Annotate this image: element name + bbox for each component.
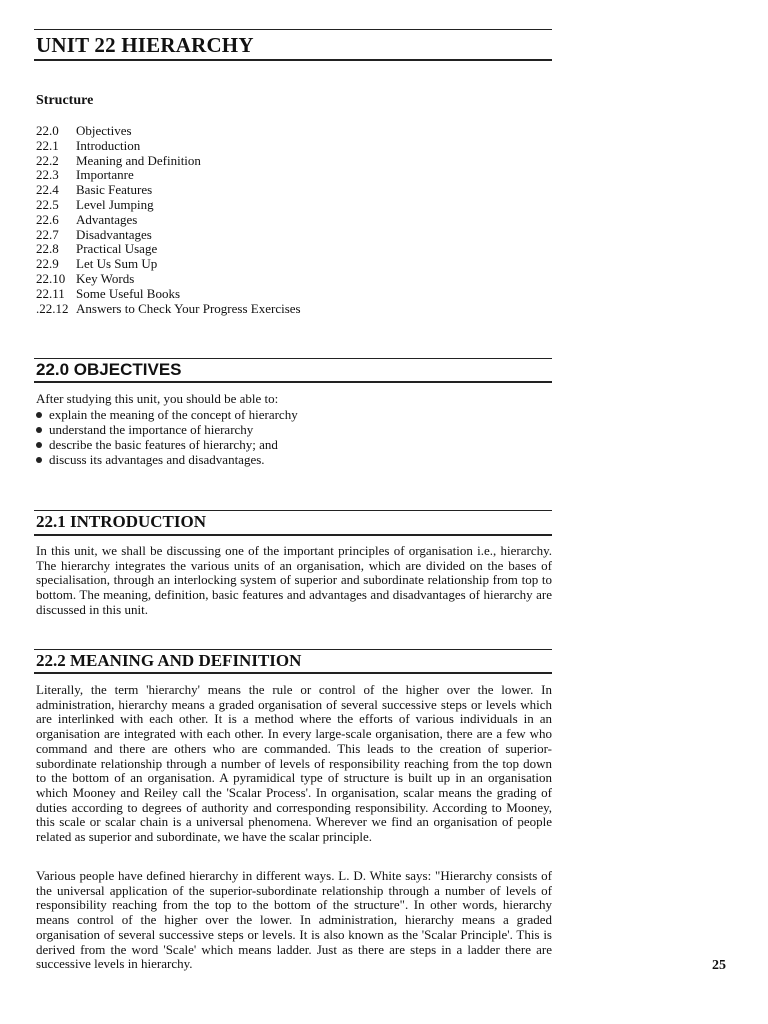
top-rule	[34, 29, 552, 30]
structure-item	[36, 198, 301, 213]
introduction-heading: 22.1 INTRODUCTION	[36, 512, 207, 531]
structure-item-number: 22.9	[36, 256, 59, 272]
objectives-intro: After studying this unit, you should be able to:	[36, 391, 279, 406]
objectives-heading: 22.0 OBJECTIVES	[36, 360, 182, 379]
page-number: 25	[712, 958, 726, 973]
structure-item-number: 22.0	[36, 123, 59, 138]
title-underline	[34, 59, 552, 61]
structure-item	[36, 228, 301, 243]
structure-item-label: Practical Usage	[76, 241, 158, 257]
structure-item	[36, 302, 301, 317]
structure-item-label: Level Jumping	[76, 196, 154, 212]
structure-item	[36, 139, 301, 154]
objective-item	[36, 422, 298, 437]
structure-item-number: 22.4	[36, 182, 59, 198]
bullet-icon	[36, 457, 42, 463]
objective-text: discuss its advantages and disadvantages.	[49, 452, 265, 467]
structure-item-number: 22.6	[36, 211, 59, 227]
structure-item-label: Introduction	[76, 137, 141, 153]
structure-item	[36, 287, 301, 302]
structure-item-label: Let Us Sum Up	[76, 256, 158, 272]
introduction-top-rule	[34, 510, 552, 511]
structure-item-label: Advantages	[76, 211, 138, 227]
objective-item	[36, 407, 298, 422]
meaning-top-rule	[34, 649, 552, 650]
structure-item-label: Answers to Check Your Progress Exercises	[76, 300, 301, 316]
structure-item-label: Meaning and Definition	[76, 152, 201, 168]
structure-item	[36, 154, 301, 169]
structure-item	[36, 213, 301, 228]
structure-item	[36, 257, 301, 272]
structure-item-label: Some Useful Books	[76, 285, 180, 301]
unit-title: UNIT 22 HIERARCHY	[36, 33, 254, 57]
structure-item-number: 22.5	[36, 196, 59, 212]
structure-item-number: 22.2	[36, 152, 59, 168]
structure-heading: Structure	[36, 93, 94, 108]
structure-item-number: 22.7	[36, 226, 59, 242]
structure-item	[36, 124, 301, 139]
meaning-paragraph-1: Literally, the term 'hierarchy' means the rule or control of the higher over the lower. In administration, hierarchy means a graded organisation of several successive steps or levels which are interlinked with each other. It is a method where the efforts of various individuals in an organisation are integrated with each other. In every large-scale organisation, there are a few who command and there are others who are commanded. This leads to the creation of superior-subordinate relationship through a number of levels of responsibility reaching from the top down to the bottom of an organisation. A pyramidical type of structure is built up in an organisation which Mooney and Reiley call the 'Scalar Process'. In organisation, scalar means the grading of duties according to degrees of authority and corresponding responsibility. According to Mooney, this scale or scalar chain is a universal phenomena. Wherever we find an organisation of people related as superior and subordinate, we have the scalar principle.	[36, 682, 552, 845]
structure-item-label: Disadvantages	[76, 226, 152, 242]
objectives-list	[36, 407, 298, 467]
structure-item-label: Importanre	[76, 167, 134, 183]
structure-item-number: 22.1	[36, 137, 59, 153]
bullet-icon	[36, 412, 42, 418]
structure-item-number: 22.3	[36, 167, 59, 183]
meaning-underline	[34, 672, 552, 674]
objectives-underline	[34, 381, 552, 383]
introduction-underline	[34, 534, 552, 536]
structure-item-label: Basic Features	[76, 182, 153, 198]
objective-text: explain the meaning of the concept of hierarchy	[49, 407, 298, 422]
structure-list	[36, 124, 301, 316]
bullet-icon	[36, 442, 42, 448]
structure-item-number: 22.8	[36, 241, 59, 257]
structure-item-label: Objectives	[76, 123, 132, 138]
introduction-text: In this unit, we shall be discussing one of the important principles of organisation i.e., hierarchy. The hierarchy integrates the various units of an organisation, which are divided on the bases of specialisation, through an interlocking system of superior and subordinate relationship from top to bottom. The meaning, definition, basic features and advantages and disadvantages of hierarchy are discussed in this unit.	[36, 543, 552, 617]
objective-item	[36, 452, 298, 467]
structure-item	[36, 168, 301, 183]
structure-item-number: 22.11	[36, 285, 65, 301]
structure-item	[36, 242, 301, 257]
objective-text: understand the importance of hierarchy	[49, 422, 254, 437]
bullet-icon	[36, 427, 42, 433]
objective-item	[36, 437, 298, 452]
objectives-top-rule	[34, 358, 552, 359]
meaning-heading: 22.2 MEANING AND DEFINITION	[36, 651, 302, 670]
structure-item	[36, 272, 301, 287]
structure-item-number: .22.12	[36, 300, 69, 316]
structure-item	[36, 183, 301, 198]
structure-item-number: 22.10	[36, 270, 66, 286]
meaning-paragraph-2: Various people have defined hierarchy in different ways. L. D. White says: "Hierarchy consists of the universal application of the superior-subordinate relationship through a number of levels of responsibility reaching from the top to the bottom of the structure". In other words, hierarchy means control of the higher over the lower. In administration, hierarchy means a graded organisation of several successive steps or levels. It is also known as the 'Scalar Principle'. This is derived from the word 'Scale' which means ladder. Just as there are steps in a ladder there are successive levels in hierarchy.	[36, 868, 552, 972]
structure-item-label: Key Words	[76, 270, 135, 286]
objective-text: describe the basic features of hierarchy; and	[49, 437, 278, 452]
